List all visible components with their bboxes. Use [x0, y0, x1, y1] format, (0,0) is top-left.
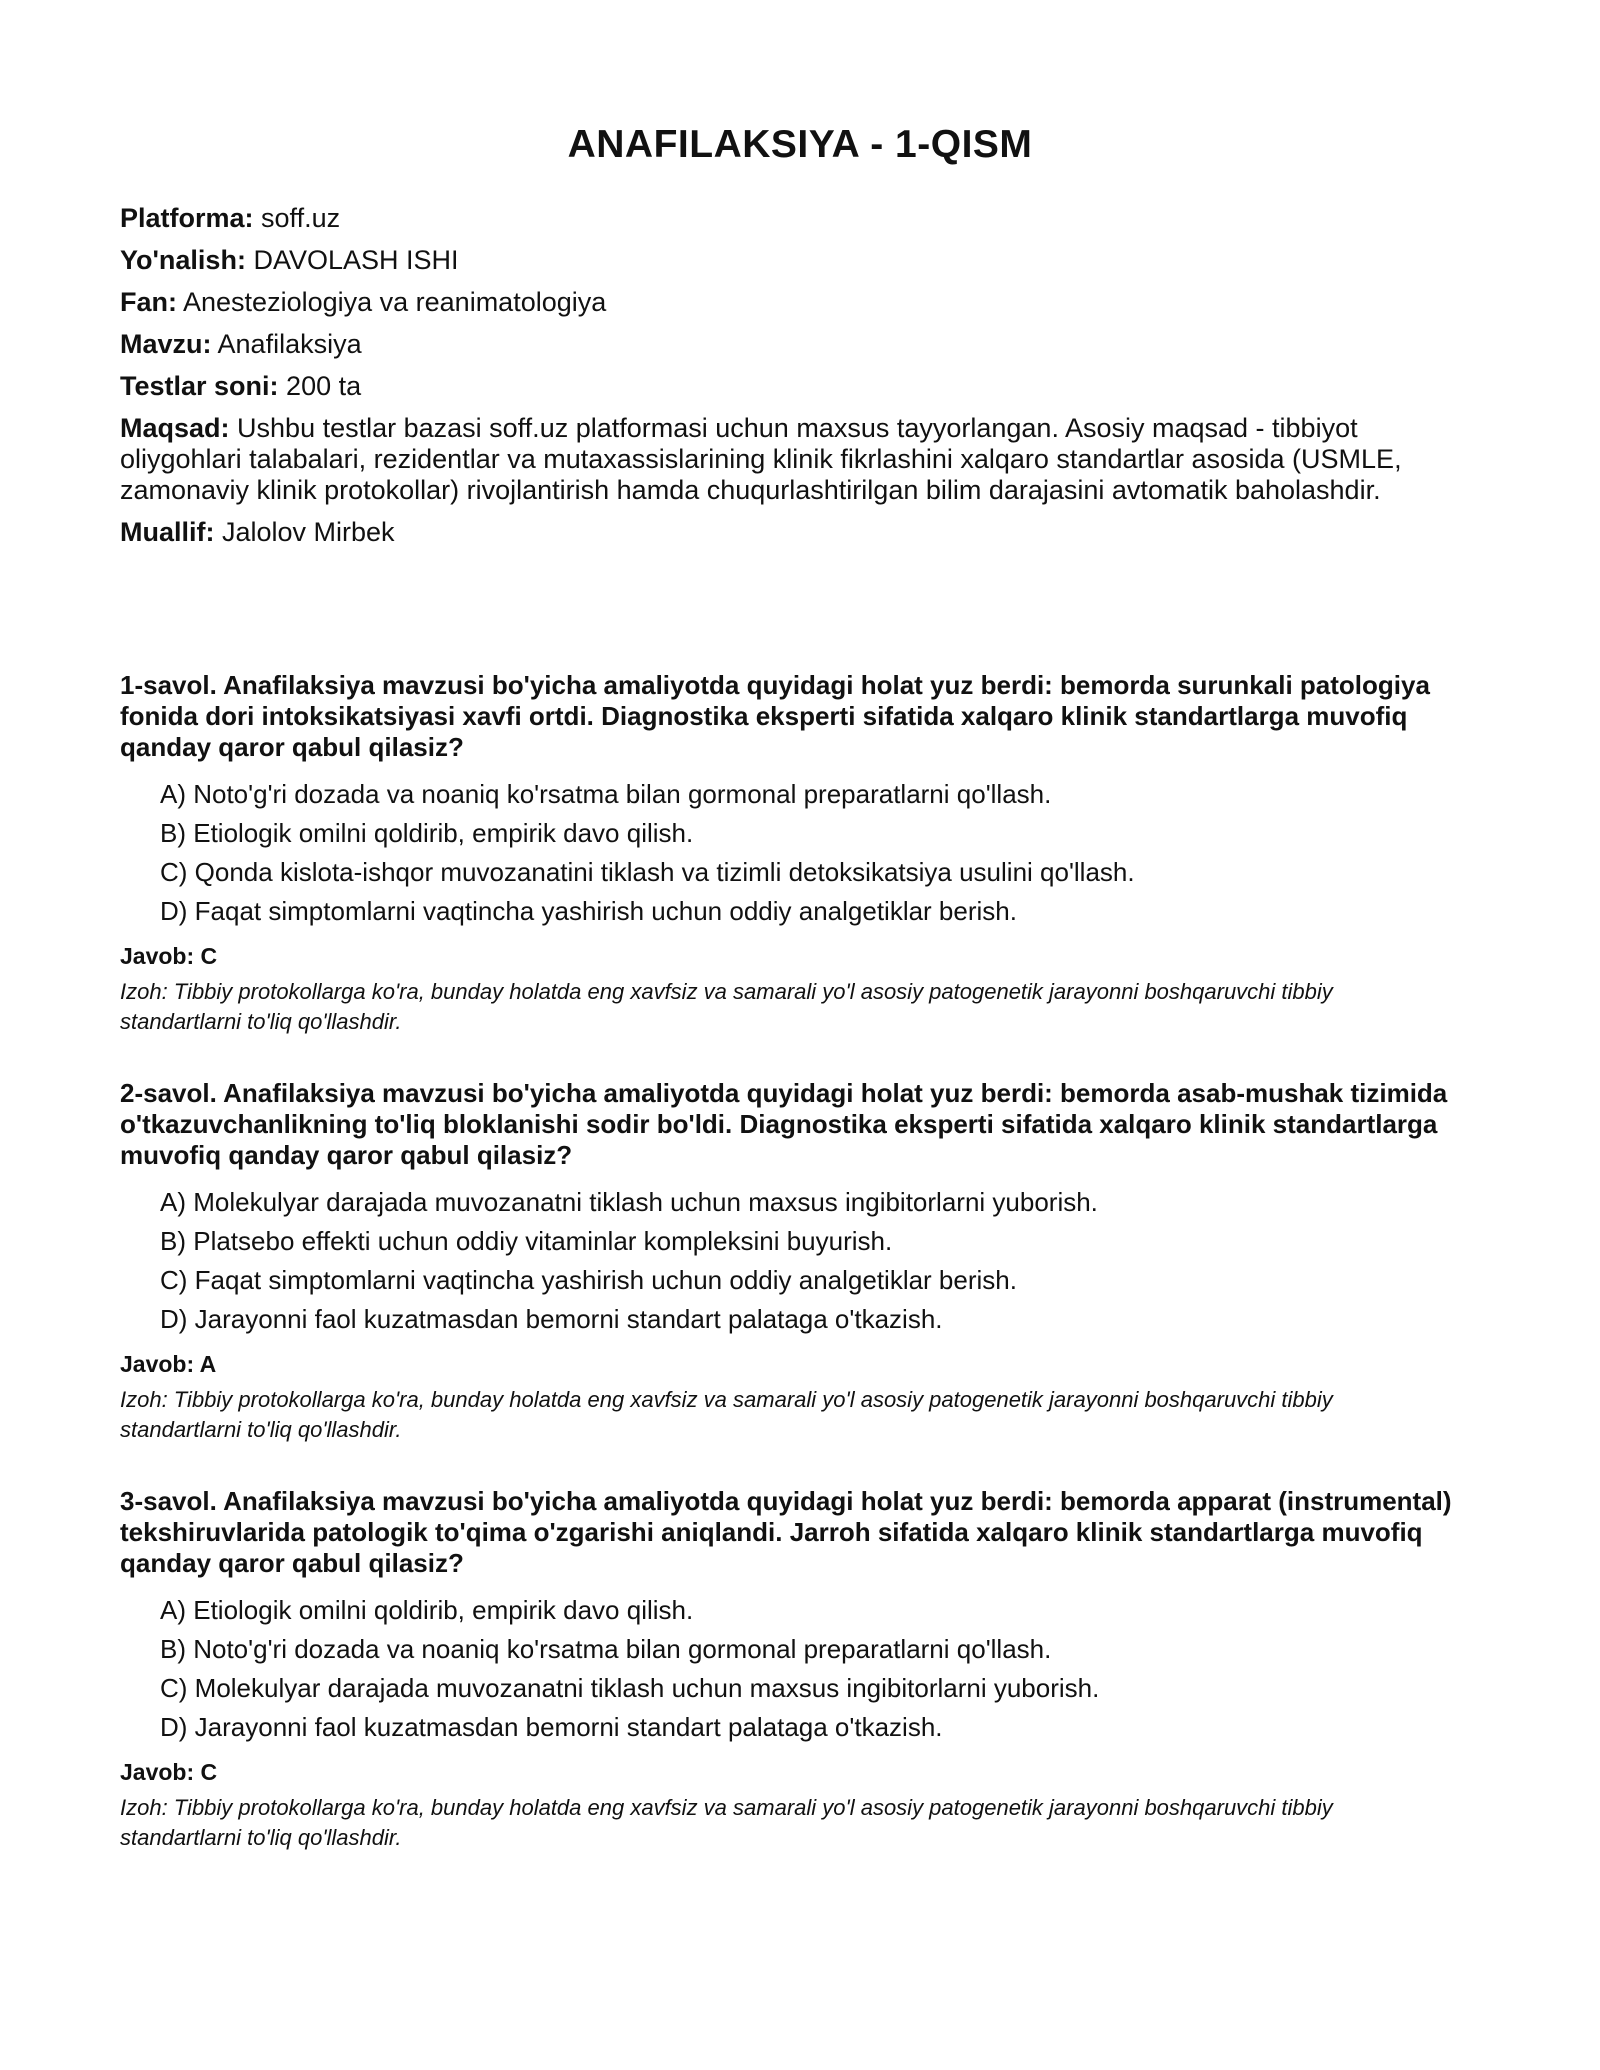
explanation-note: Izoh: Tibbiy protokollarga ko'ra, bunday holatda eng xavfsiz va samarali yo'l asosiy patogenetik jarayonni boshqaruvchi tibbiy standartlarni to'liq qo'llashdir. — [120, 1795, 1333, 1850]
option-c: C) Faqat simptomlarni vaqtincha yashirish uchun oddiy analgetiklar berish. — [160, 1265, 1017, 1295]
answer-key: Javob: C — [120, 943, 218, 969]
meta-platform — [120, 203, 1480, 234]
option-a: A) Molekulyar darajada muvozanatni tiklash uchun maxsus ingibitorlarni yuborish. — [160, 1187, 1098, 1217]
question-2 — [120, 1078, 1490, 1445]
meta-key: Testlar soni: — [120, 371, 279, 401]
option-d: D) Jarayonni faol kuzatmasdan bemorni standart palataga o'tkazish. — [160, 1712, 943, 1742]
question-text: 1-savol. Anafilaksiya mavzusi bo'yicha amaliyotda quyidagi holat yuz berdi: bemorda surunkali patologiya fonida dori intoksikatsiyasi xavfi ortdi. Diagnostika eksperti sifatida xalqaro klinik standartlarga muvofiq qanday qaror qabul qilasiz? — [120, 670, 1430, 762]
meta-key: Fan: — [120, 287, 177, 317]
meta-key: Platforma: — [120, 203, 254, 233]
option-c: C) Qonda kislota-ishqor muvozanatini tiklash va tizimli detoksikatsiya usulini qo'llash. — [160, 857, 1135, 887]
meta-key: Maqsad: — [120, 413, 230, 443]
question-3 — [120, 1486, 1490, 1853]
option-d: D) Jarayonni faol kuzatmasdan bemorni standart palataga o'tkazish. — [160, 1304, 943, 1334]
answer-options — [120, 775, 1490, 931]
meta-test-count — [120, 371, 1480, 402]
meta-value: 200 ta — [278, 371, 362, 401]
question-1 — [120, 670, 1490, 1037]
answer-options — [120, 1183, 1490, 1339]
meta-key: Yo'nalish: — [120, 245, 246, 275]
meta-value: Anesteziologiya va reanimatologiya — [177, 287, 607, 317]
option-b: B) Etiologik omilni qoldirib, empirik davo qilish. — [160, 818, 694, 848]
meta-topic — [120, 329, 1480, 360]
meta-value: Ushbu testlar bazasi soff.uz platformasi uchun maxsus tayyorlangan. Asosiy maqsad - tibbiyot oliygohlari talabalari, rezidentlar va mutaxassislarining klinik fikrlashini xalqaro standartlar asosida (USMLE, zamonaviy klinik protokollar) rivojlantirish hamda chuqurlashtirilgan bilim darajasini avtomatik baholashdir. — [120, 413, 1402, 505]
answer-options — [120, 1591, 1490, 1747]
answer-key: Javob: A — [120, 1351, 217, 1377]
option-c: C) Molekulyar darajada muvozanatni tiklash uchun maxsus ingibitorlarni yuborish. — [160, 1673, 1100, 1703]
question-text: 3-savol. Anafilaksiya mavzusi bo'yicha amaliyotda quyidagi holat yuz berdi: bemorda apparat (instrumental) tekshiruvlarida patologik to'qima o'zgarishi aniqlandi. Jarroh sifatida xalqaro klinik standartlarga muvofiq qanday qaror qabul qilasiz? — [120, 1486, 1452, 1578]
meta-key: Mavzu: — [120, 329, 212, 359]
question-text: 2-savol. Anafilaksiya mavzusi bo'yicha amaliyotda quyidagi holat yuz berdi: bemorda asab-mushak tizimida o'tkazuvchanlikning to'liq bloklanishi sodir bo'ldi. Diagnostika eksperti sifatida xalqaro klinik standartlarga muvofiq qanday qaror qabul qilasiz? — [120, 1078, 1448, 1170]
option-b: B) Platsebo effekti uchun oddiy vitaminlar kompleksini buyurish. — [160, 1226, 893, 1256]
meta-subject — [120, 287, 1480, 318]
meta-author — [120, 517, 1480, 548]
option-d: D) Faqat simptomlarni vaqtincha yashirish uchun oddiy analgetiklar berish. — [160, 896, 1017, 926]
option-a: A) Noto'g'ri dozada va noaniq ko'rsatma bilan gormonal preparatlarni qo'llash. — [160, 779, 1052, 809]
metadata-block — [120, 203, 1480, 559]
meta-direction — [120, 245, 1480, 276]
meta-value: soff.uz — [253, 203, 341, 233]
meta-value: Anafilaksiya — [211, 329, 362, 359]
meta-purpose — [120, 413, 1480, 506]
option-a: A) Etiologik omilni qoldirib, empirik davo qilish. — [160, 1595, 694, 1625]
meta-value: Jalolov Mirbek — [214, 517, 395, 547]
answer-key: Javob: C — [120, 1759, 218, 1785]
explanation-note: Izoh: Tibbiy protokollarga ko'ra, bunday holatda eng xavfsiz va samarali yo'l asosiy patogenetik jarayonni boshqaruvchi tibbiy standartlarni to'liq qo'llashdir. — [120, 979, 1333, 1034]
option-b: B) Noto'g'ri dozada va noaniq ko'rsatma bilan gormonal preparatlarni qo'llash. — [160, 1634, 1052, 1664]
page-title: ANAFILAKSIYA - 1-QISM — [567, 123, 1033, 166]
explanation-note: Izoh: Tibbiy protokollarga ko'ra, bunday holatda eng xavfsiz va samarali yo'l asosiy patogenetik jarayonni boshqaruvchi tibbiy standartlarni to'liq qo'llashdir. — [120, 1387, 1333, 1442]
meta-value: DAVOLASH ISHI — [245, 245, 459, 275]
meta-key: Muallif: — [120, 517, 215, 547]
